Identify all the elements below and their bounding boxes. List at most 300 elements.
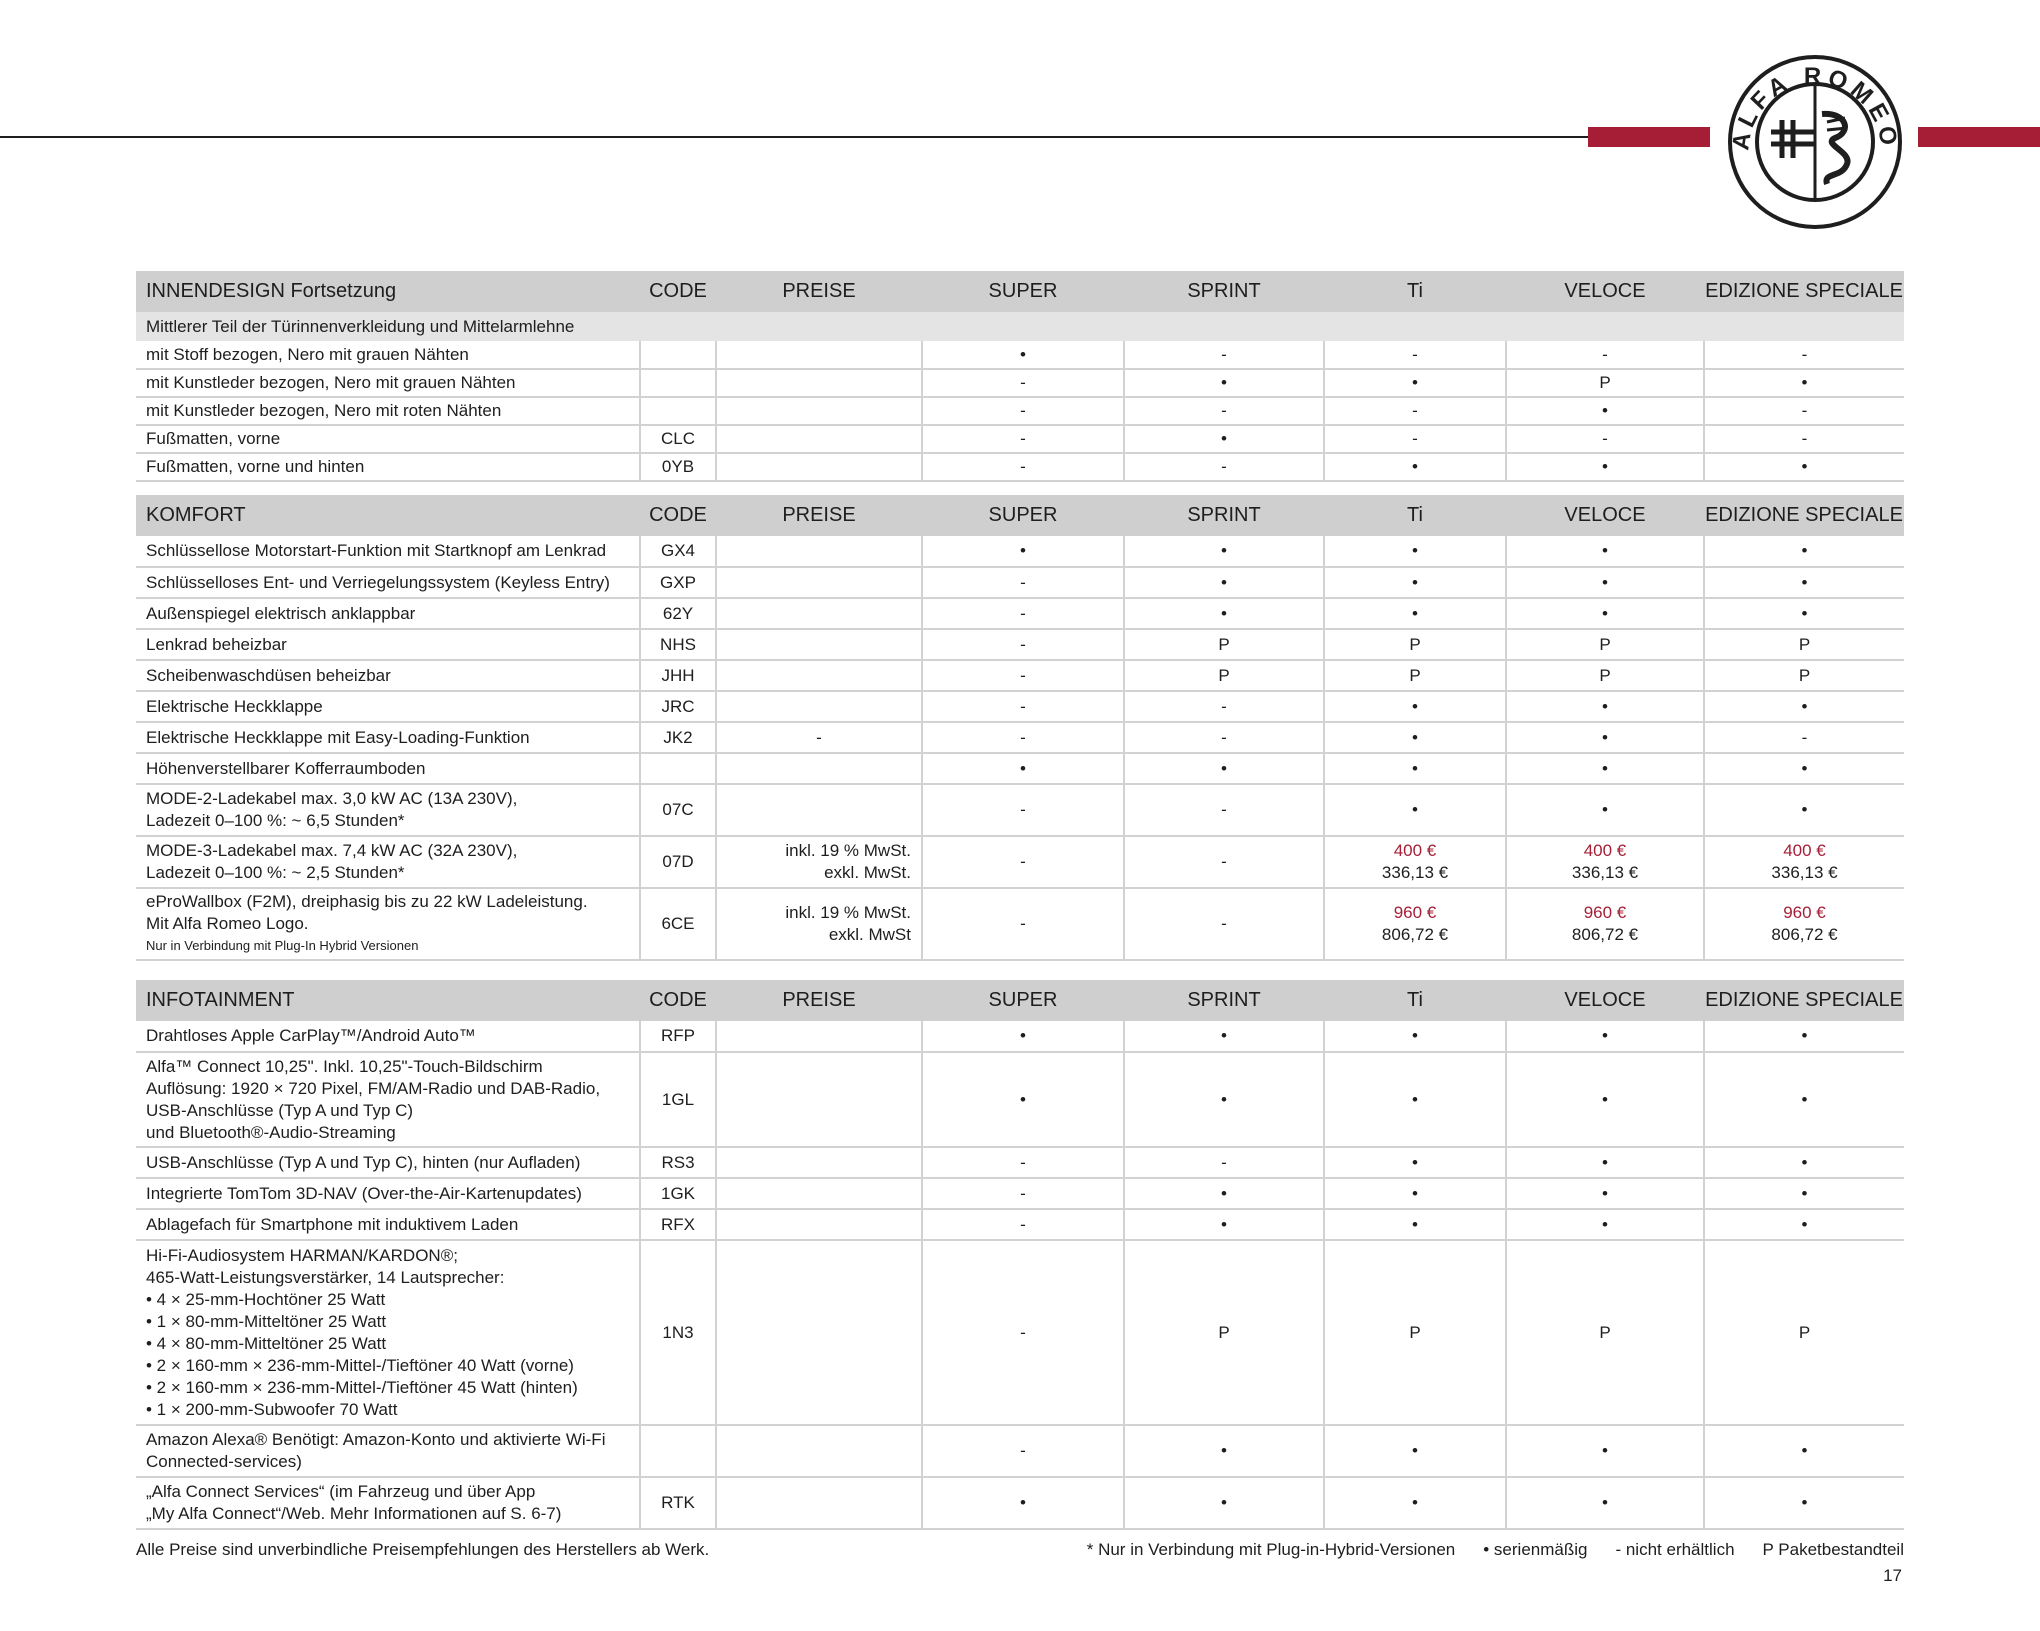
table-row — [136, 453, 1904, 481]
price-info — [716, 753, 922, 784]
trim-value-edizione-speciale: • — [1704, 1052, 1904, 1147]
feature-label-line: • 2 × 160-mm × 236-mm-Mittel-/Tieftöner 40 Watt (vorne) — [146, 1355, 574, 1375]
column-header-preise: PREISE — [716, 271, 922, 312]
option-code: RFX — [640, 1209, 716, 1240]
table-infotainment — [136, 980, 1904, 1530]
table-row — [136, 536, 1904, 567]
option-code: 07C — [640, 784, 716, 836]
feature-label-line: Schlüssellose Motorstart-Funktion mit Startknopf am Lenkrad — [146, 541, 607, 560]
price-line: - — [816, 727, 822, 747]
feature-label-line: • 1 × 80-mm-Mitteltöner 25 Watt — [146, 1311, 387, 1331]
price-net: 336,13 € — [1381, 863, 1449, 882]
section-title: KOMFORT — [136, 495, 640, 536]
trim-value-veloce: • — [1506, 397, 1704, 425]
logo-text: ALFA ROMEO — [1727, 62, 1903, 152]
trim-value-super: - — [922, 567, 1124, 598]
trim-value-sprint: P — [1124, 629, 1324, 660]
column-header-ti: Ti — [1324, 980, 1506, 1021]
price-info — [716, 1477, 922, 1529]
trim-value-edizione-speciale — [1704, 836, 1904, 888]
column-header-preise: PREISE — [716, 980, 922, 1021]
trim-value-edizione-speciale: P — [1704, 1240, 1904, 1425]
column-header-super: SUPER — [922, 495, 1124, 536]
feature-label — [136, 536, 640, 567]
trim-value-super: - — [922, 836, 1124, 888]
price-info — [716, 536, 922, 567]
feature-label-line: Ladezeit 0–100 %: ~ 6,5 Stunden* — [146, 811, 405, 830]
column-header-code: CODE — [640, 271, 716, 312]
trim-value-veloce: P — [1506, 1240, 1704, 1425]
price-info — [716, 836, 922, 888]
trim-value-veloce: P — [1506, 629, 1704, 660]
option-code — [640, 753, 716, 784]
trim-value-veloce: • — [1506, 453, 1704, 481]
price-info — [716, 567, 922, 598]
trim-value-sprint: - — [1124, 1147, 1324, 1178]
column-header-super: SUPER — [922, 271, 1124, 312]
trim-value-edizione-speciale: • — [1704, 753, 1904, 784]
price-info — [716, 888, 922, 960]
trim-value-ti: • — [1324, 1052, 1506, 1147]
trim-value-sprint: • — [1124, 369, 1324, 397]
trim-value-super: • — [922, 1052, 1124, 1147]
feature-label — [136, 453, 640, 481]
feature-label — [136, 888, 640, 960]
accent-bar-left — [1588, 127, 1710, 147]
feature-label — [136, 369, 640, 397]
option-code: 1GK — [640, 1178, 716, 1209]
column-header-ti: Ti — [1324, 495, 1506, 536]
option-code: 0YB — [640, 453, 716, 481]
option-code: 62Y — [640, 598, 716, 629]
price-info — [716, 629, 922, 660]
option-code — [640, 397, 716, 425]
table-row — [136, 567, 1904, 598]
table-row — [136, 629, 1904, 660]
trim-value-veloce: - — [1506, 425, 1704, 453]
price-info — [716, 1147, 922, 1178]
column-header-veloce: VELOCE — [1506, 495, 1704, 536]
feature-label-line: USB-Anschlüsse (Typ A und Typ C) — [146, 1100, 414, 1120]
trim-value-edizione-speciale: P — [1704, 629, 1904, 660]
price-info — [716, 1052, 922, 1147]
feature-label-line: • 1 × 200-mm-Subwoofer 70 Watt — [146, 1399, 398, 1419]
section-title: INFOTAINMENT — [136, 980, 640, 1021]
trim-value-super: - — [922, 1240, 1124, 1425]
trim-value-edizione-speciale: - — [1704, 722, 1904, 753]
price-line: inkl. 19 % MwSt. — [785, 841, 911, 860]
option-code: GX4 — [640, 536, 716, 567]
trim-value-sprint: • — [1124, 1021, 1324, 1052]
price-info — [716, 369, 922, 397]
feature-label-line: • 4 × 80-mm-Mitteltöner 25 Watt — [146, 1333, 387, 1353]
trim-value-ti: P — [1324, 660, 1506, 691]
column-header-super: SUPER — [922, 980, 1124, 1021]
feature-label-line: • 4 × 25-mm-Hochtöner 25 Watt — [146, 1289, 386, 1309]
feature-label-line: Schlüsselloses Ent- und Verriegelungssystem (Keyless Entry) — [146, 572, 610, 592]
option-code: JRC — [640, 691, 716, 722]
feature-label-line: Connected-services) — [146, 1452, 302, 1471]
feature-label-line: „Alfa Connect Services“ (im Fahrzeug und über App — [146, 1482, 536, 1501]
alfa-romeo-logo — [1727, 54, 1903, 230]
trim-value-sprint: • — [1124, 536, 1324, 567]
feature-label-line: USB-Anschlüsse (Typ A und Typ C), hinten (nur Aufladen) — [146, 1152, 581, 1172]
feature-label-line: Ladezeit 0–100 %: ~ 2,5 Stunden* — [146, 863, 405, 882]
trim-value-ti: • — [1324, 1209, 1506, 1240]
price-info — [716, 598, 922, 629]
trim-value-ti: - — [1324, 397, 1506, 425]
option-code — [640, 1425, 716, 1477]
column-header-edizione-speciale: EDIZIONE SPECIALE — [1704, 980, 1904, 1021]
table-row — [136, 722, 1904, 753]
table-row — [136, 369, 1904, 397]
column-header-preise: PREISE — [716, 495, 922, 536]
feature-note: Nur in Verbindung mit Plug-In Hybrid Versionen — [146, 938, 419, 953]
trim-value-edizione-speciale: • — [1704, 369, 1904, 397]
feature-label-line: Höhenverstellbarer Kofferraumboden — [146, 758, 426, 778]
trim-value-super: - — [922, 1425, 1124, 1477]
table-row — [136, 1209, 1904, 1240]
feature-label-line: 465-Watt-Leistungsverstärker, 14 Lautsprecher: — [146, 1267, 505, 1287]
feature-label — [136, 598, 640, 629]
feature-label-line: Integrierte TomTom 3D-NAV (Over-the-Air-Kartenupdates) — [146, 1183, 582, 1203]
trim-value-sprint: • — [1124, 1052, 1324, 1147]
section-header — [136, 980, 1904, 1021]
trim-value-veloce: • — [1506, 1052, 1704, 1147]
trim-value-veloce: • — [1506, 598, 1704, 629]
section-header — [136, 271, 1904, 312]
trim-value-super: - — [922, 425, 1124, 453]
trim-value-edizione-speciale: • — [1704, 1209, 1904, 1240]
legend-plug-in-hybrid: * Nur in Verbindung mit Plug-in-Hybrid-Versionen — [1086, 1540, 1456, 1559]
feature-label — [136, 567, 640, 598]
trim-value-veloce: P — [1506, 660, 1704, 691]
trim-value-veloce: P — [1506, 369, 1704, 397]
price-info — [716, 453, 922, 481]
section-title: INNENDESIGN Fortsetzung — [136, 271, 640, 312]
feature-label — [136, 1477, 640, 1529]
trim-value-ti: P — [1324, 1240, 1506, 1425]
trim-value-super: • — [922, 1021, 1124, 1052]
trim-value-edizione-speciale: • — [1704, 1021, 1904, 1052]
price-gross: 960 € — [1783, 903, 1826, 922]
feature-label-line: MODE-2-Ladekabel max. 3,0 kW AC (13A 230V), — [146, 789, 518, 808]
trim-value-veloce: • — [1506, 1425, 1704, 1477]
accent-bar-right — [1918, 127, 2040, 147]
table-row — [136, 1425, 1904, 1477]
feature-label-line: mit Kunstleder bezogen, Nero mit roten Nähten — [146, 401, 502, 420]
trim-value-super: • — [922, 1477, 1124, 1529]
trim-value-veloce: • — [1506, 784, 1704, 836]
footer-legend — [1087, 1540, 1904, 1560]
feature-label-line: mit Kunstleder bezogen, Nero mit grauen Nähten — [146, 373, 516, 392]
trim-value-edizione-speciale: • — [1704, 598, 1904, 629]
trim-value-ti — [1324, 888, 1506, 960]
feature-label-line: Fußmatten, vorne — [146, 429, 281, 448]
trim-value-edizione-speciale: • — [1704, 691, 1904, 722]
trim-value-ti: • — [1324, 369, 1506, 397]
trim-value-sprint: - — [1124, 453, 1324, 481]
trim-value-ti: • — [1324, 536, 1506, 567]
option-code: 1GL — [640, 1052, 716, 1147]
legend-not-available: - nicht erhältlich — [1615, 1540, 1735, 1559]
trim-value-veloce: • — [1506, 1209, 1704, 1240]
legend-standard: • serienmäßig — [1483, 1540, 1588, 1559]
feature-label — [136, 1209, 640, 1240]
trim-value-veloce: • — [1506, 1021, 1704, 1052]
trim-value-edizione-speciale: - — [1704, 341, 1904, 369]
table-row — [136, 1477, 1904, 1529]
trim-value-sprint: • — [1124, 1477, 1324, 1529]
trim-value-ti — [1324, 836, 1506, 888]
feature-label — [136, 753, 640, 784]
option-code: CLC — [640, 425, 716, 453]
table-row — [136, 598, 1904, 629]
trim-value-super: - — [922, 888, 1124, 960]
trim-value-sprint: - — [1124, 888, 1324, 960]
trim-value-edizione-speciale — [1704, 888, 1904, 960]
trim-value-super: - — [922, 629, 1124, 660]
trim-value-ti: • — [1324, 453, 1506, 481]
option-code: NHS — [640, 629, 716, 660]
trim-value-veloce: • — [1506, 1477, 1704, 1529]
trim-value-super: • — [922, 536, 1124, 567]
column-header-veloce: VELOCE — [1506, 271, 1704, 312]
column-header-veloce: VELOCE — [1506, 980, 1704, 1021]
trim-value-edizione-speciale: • — [1704, 1425, 1904, 1477]
table-row — [136, 753, 1904, 784]
trim-value-ti: • — [1324, 567, 1506, 598]
option-code — [640, 341, 716, 369]
price-gross: 400 € — [1783, 841, 1826, 860]
feature-label — [136, 397, 640, 425]
feature-label-line: Drahtloses Apple CarPlay™/Android Auto™ — [146, 1026, 476, 1045]
table-row — [136, 888, 1904, 960]
section-header — [136, 495, 1904, 536]
trim-value-veloce — [1506, 888, 1704, 960]
trim-value-veloce — [1506, 836, 1704, 888]
column-header-edizione-speciale: EDIZIONE SPECIALE — [1704, 495, 1904, 536]
price-info — [716, 397, 922, 425]
trim-value-edizione-speciale: • — [1704, 1147, 1904, 1178]
trim-value-ti: • — [1324, 691, 1506, 722]
feature-label-line: Elektrische Heckklappe mit Easy-Loading-Funktion — [146, 727, 530, 747]
trim-value-sprint: P — [1124, 1240, 1324, 1425]
feature-label — [136, 784, 640, 836]
option-code — [640, 369, 716, 397]
feature-label-line: Fußmatten, vorne und hinten — [146, 457, 365, 476]
feature-label-line: MODE-3-Ladekabel max. 7,4 kW AC (32A 230V), — [146, 841, 518, 860]
trim-value-super: - — [922, 722, 1124, 753]
option-code: 6CE — [640, 888, 716, 960]
trim-value-edizione-speciale: • — [1704, 536, 1904, 567]
trim-value-edizione-speciale: • — [1704, 1178, 1904, 1209]
trim-value-super: - — [922, 691, 1124, 722]
feature-label-line: Hi-Fi-Audiosystem HARMAN/KARDON®; — [146, 1245, 458, 1265]
table-row — [136, 691, 1904, 722]
trim-value-ti: • — [1324, 1477, 1506, 1529]
column-header-code: CODE — [640, 980, 716, 1021]
trim-value-edizione-speciale: - — [1704, 425, 1904, 453]
price-net: 336,13 € — [1571, 863, 1639, 882]
price-gross: 400 € — [1393, 841, 1437, 860]
feature-label-line: Amazon Alexa® Benötigt: Amazon-Konto und aktivierte Wi-Fi — [146, 1430, 606, 1449]
trim-value-sprint: P — [1124, 660, 1324, 691]
table-row — [136, 397, 1904, 425]
price-line: exkl. MwSt. — [824, 863, 911, 882]
trim-value-edizione-speciale: • — [1704, 1477, 1904, 1529]
feature-label-line: Alfa™ Connect 10,25". Inkl. 10,25"-Touch-Bildschirm — [146, 1056, 543, 1076]
feature-label-line: Scheibenwaschdüsen beheizbar — [146, 665, 391, 685]
table-row — [136, 1052, 1904, 1147]
trim-value-super: - — [922, 1147, 1124, 1178]
price-gross: 960 € — [1393, 903, 1437, 922]
feature-label — [136, 1178, 640, 1209]
option-code: RTK — [640, 1477, 716, 1529]
trim-value-sprint: • — [1124, 1209, 1324, 1240]
trim-value-ti: • — [1324, 722, 1506, 753]
price-net: 806,72 € — [1571, 925, 1639, 944]
feature-label-line: Ablagefach für Smartphone mit induktivem Laden — [146, 1214, 519, 1234]
trim-value-veloce: • — [1506, 536, 1704, 567]
feature-label — [136, 1425, 640, 1477]
table-row — [136, 1178, 1904, 1209]
feature-label — [136, 1052, 640, 1147]
option-code: GXP — [640, 567, 716, 598]
table-komfort — [136, 495, 1904, 961]
trim-value-sprint: - — [1124, 397, 1324, 425]
trim-value-sprint: - — [1124, 722, 1324, 753]
feature-label-line: • 2 × 160-mm × 236-mm-Mittel-/Tieftöner 45 Watt (hinten) — [146, 1377, 578, 1397]
trim-value-super: - — [922, 784, 1124, 836]
trim-value-veloce: • — [1506, 753, 1704, 784]
price-info — [716, 691, 922, 722]
column-header-sprint: SPRINT — [1124, 495, 1324, 536]
trim-value-veloce: • — [1506, 567, 1704, 598]
trim-value-sprint: • — [1124, 1178, 1324, 1209]
trim-value-veloce: • — [1506, 1178, 1704, 1209]
trim-value-super: - — [922, 369, 1124, 397]
price-info — [716, 722, 922, 753]
trim-value-super: - — [922, 598, 1124, 629]
feature-label — [136, 660, 640, 691]
trim-value-super: - — [922, 660, 1124, 691]
legend-package: P Paketbestandteil — [1762, 1540, 1904, 1559]
trim-value-ti: • — [1324, 1021, 1506, 1052]
price-line: exkl. MwSt — [828, 925, 911, 944]
trim-value-sprint: • — [1124, 425, 1324, 453]
header-rule — [0, 136, 1588, 138]
feature-label — [136, 1147, 640, 1178]
trim-value-ti: • — [1324, 598, 1506, 629]
option-code: RFP — [640, 1021, 716, 1052]
trim-value-sprint: • — [1124, 1425, 1324, 1477]
price-gross: 960 € — [1583, 903, 1627, 922]
table-row — [136, 660, 1904, 691]
price-info — [716, 784, 922, 836]
feature-label-line: Außenspiegel elektrisch anklappbar — [146, 603, 416, 623]
price-net: 806,72 € — [1381, 925, 1449, 944]
trim-value-edizione-speciale: • — [1704, 453, 1904, 481]
column-header-ti: Ti — [1324, 271, 1506, 312]
trim-value-super: • — [922, 341, 1124, 369]
trim-value-ti: P — [1324, 629, 1506, 660]
price-info — [716, 1240, 922, 1425]
feature-label-line: eProWallbox (F2M), dreiphasig bis zu 22 kW Ladeleistung. — [146, 892, 588, 911]
price-info — [716, 1178, 922, 1209]
feature-label — [136, 722, 640, 753]
trim-value-ti: - — [1324, 425, 1506, 453]
feature-label-line: mit Stoff bezogen, Nero mit grauen Nähten — [146, 344, 469, 364]
trim-value-super: - — [922, 453, 1124, 481]
trim-value-edizione-speciale: • — [1704, 567, 1904, 598]
price-line: inkl. 19 % MwSt. — [785, 903, 911, 922]
subheading-row — [136, 312, 1904, 341]
table-row — [136, 784, 1904, 836]
table-innendesign — [136, 271, 1904, 482]
trim-value-sprint: • — [1124, 598, 1324, 629]
trim-value-edizione-speciale: - — [1704, 397, 1904, 425]
feature-label — [136, 629, 640, 660]
price-net: 806,72 € — [1771, 925, 1838, 944]
table-row — [136, 425, 1904, 453]
trim-value-sprint: • — [1124, 753, 1324, 784]
table-row — [136, 341, 1904, 369]
column-header-sprint: SPRINT — [1124, 980, 1324, 1021]
option-code: JHH — [640, 660, 716, 691]
trim-value-sprint: - — [1124, 784, 1324, 836]
option-code: 07D — [640, 836, 716, 888]
feature-label — [136, 836, 640, 888]
subheading: Mittlerer Teil der Türinnenverkleidung und Mittelarmlehne — [136, 312, 1904, 341]
column-header-edizione-speciale: EDIZIONE SPECIALE — [1704, 271, 1904, 312]
price-info — [716, 1021, 922, 1052]
column-header-sprint: SPRINT — [1124, 271, 1324, 312]
trim-value-edizione-speciale: • — [1704, 784, 1904, 836]
trim-value-super: - — [922, 1178, 1124, 1209]
trim-value-ti: • — [1324, 1178, 1506, 1209]
trim-value-veloce: • — [1506, 722, 1704, 753]
trim-value-ti: - — [1324, 341, 1506, 369]
trim-value-sprint: - — [1124, 691, 1324, 722]
trim-value-sprint: - — [1124, 836, 1324, 888]
option-code: RS3 — [640, 1147, 716, 1178]
trim-value-sprint: • — [1124, 567, 1324, 598]
trim-value-super: • — [922, 753, 1124, 784]
column-header-code: CODE — [640, 495, 716, 536]
feature-label — [136, 1240, 640, 1425]
feature-label-line: Mit Alfa Romeo Logo. — [146, 914, 309, 933]
trim-value-veloce: • — [1506, 1147, 1704, 1178]
trim-value-sprint: - — [1124, 341, 1324, 369]
trim-value-ti: • — [1324, 1147, 1506, 1178]
feature-label — [136, 1021, 640, 1052]
option-code: JK2 — [640, 722, 716, 753]
trim-value-ti: • — [1324, 1425, 1506, 1477]
feature-label — [136, 691, 640, 722]
price-info — [716, 1209, 922, 1240]
feature-label-line: „My Alfa Connect“/Web. Mehr Informationen auf S. 6-7) — [146, 1504, 562, 1523]
trim-value-super: - — [922, 397, 1124, 425]
footer-disclaimer: Alle Preise sind unverbindliche Preisempfehlungen des Herstellers ab Werk. — [136, 1540, 710, 1559]
option-code: 1N3 — [640, 1240, 716, 1425]
feature-label-line: und Bluetooth®-Audio-Streaming — [146, 1122, 396, 1142]
feature-label — [136, 425, 640, 453]
feature-label-line: Elektrische Heckklappe — [146, 696, 323, 716]
price-info — [716, 425, 922, 453]
table-row — [136, 836, 1904, 888]
price-net: 336,13 € — [1771, 863, 1838, 882]
